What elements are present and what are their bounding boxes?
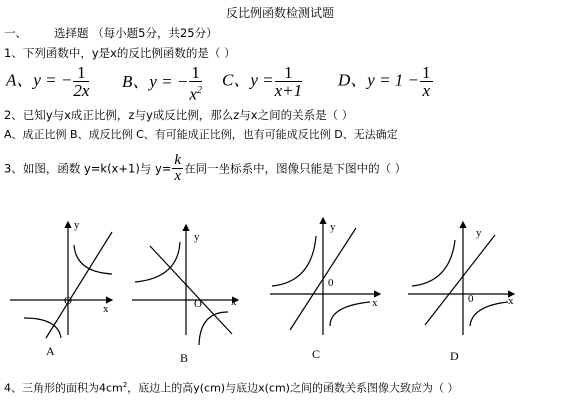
graph-c-hyperbola-left (272, 236, 316, 286)
q1-option-c-label: C、 (222, 70, 251, 90)
graph-d-x-label: x (508, 295, 514, 307)
graph-b (132, 225, 238, 345)
graph-b-origin: O (194, 298, 202, 310)
q3-stem-after: 在同一坐标系中，图像只能是下图中的（ ） (184, 161, 407, 176)
graph-d-label: D (450, 349, 459, 363)
graph-c-x-label: x (372, 297, 378, 309)
q2-stem: 2、已知y与x成正比例，z与y成反比例，那么z与x之间的关系是（ ） (4, 108, 354, 122)
denominator: x+1 (274, 81, 303, 100)
graph-b-y-label: y (194, 231, 200, 243)
denominator-base: x (189, 84, 197, 104)
q4-stem-part1: 4、三角形的面积为4cm (4, 381, 123, 395)
graph-d-origin: 0 (468, 293, 474, 305)
graph-d-y-label: y (476, 227, 482, 239)
graph-b-x-label: x (231, 296, 237, 308)
q3-stem-before: 3、如图，函数 y=k(x+1)与 y= (4, 161, 172, 176)
numerator: 1 (275, 64, 303, 82)
numerator: 1 (73, 64, 89, 82)
graph-a (10, 222, 112, 338)
section-number: 一、 (4, 26, 27, 40)
q1-option-c-lhs: y = (250, 70, 274, 90)
numerator: 1 (422, 63, 431, 82)
graph-b-label: B (180, 351, 189, 365)
graph-a-hyperbola-right (74, 245, 112, 274)
graph-c (270, 218, 380, 335)
graph-d-hyperbola-right (470, 302, 508, 326)
q1-option-b-lhs: y = − (149, 72, 189, 92)
q4-stem (4, 378, 458, 396)
denominator-exponent: 2 (196, 85, 202, 96)
q1-option-d-lhs: y = 1 − (367, 70, 420, 90)
q1-option-b-label: B、 (122, 72, 150, 92)
q1-option-a-label: A、 (6, 70, 34, 90)
q4-superscript: 2 (122, 381, 128, 389)
graph-c-label: C (312, 347, 321, 361)
graph-c-origin: 0 (328, 277, 334, 289)
graph-b-hyperbola-left (135, 242, 180, 282)
graph-b-line (150, 246, 232, 334)
graph-a-y-label: y (74, 219, 80, 231)
section-heading: 选择题 （每小题5分，共25分） (54, 26, 218, 40)
graph-b-hyperbola-right (199, 312, 228, 345)
q1-stem: 1、下列函数中，y是x的反比例函数的是（ ） (4, 46, 236, 60)
graph-d (408, 222, 514, 335)
graph-d-hyperbola-left (412, 240, 455, 286)
q1-option-d-label: D、 (338, 70, 368, 90)
graph-d-line (425, 235, 495, 325)
graph-a-origin: O (64, 295, 72, 307)
graph-a-line (46, 232, 112, 338)
graph-a-x-label: x (103, 303, 109, 315)
numerator: 1 (189, 64, 202, 82)
graph-c-y-label: y (330, 221, 336, 233)
graph-a-hyperbola-left (24, 318, 61, 338)
q1-option-a-lhs: y = − (33, 70, 73, 90)
denominator: x (422, 81, 431, 100)
graph-c-hyperbola-right (330, 302, 370, 326)
denominator: x (174, 168, 182, 184)
q2-options: A、成正比例 B、成反比例 C、有可能成正比例，也有可能成反比例 D、无法确定 (4, 128, 398, 141)
numerator: k (174, 152, 182, 168)
page-title: 反比例函数检测试题 (226, 6, 335, 20)
graph-a-label: A (46, 344, 55, 358)
denominator: 2x (73, 81, 90, 100)
q4-stem-part2: ，底边上的高y(cm)与底边x(cm)之间的函数关系图像大致应为（ ） (127, 381, 459, 395)
